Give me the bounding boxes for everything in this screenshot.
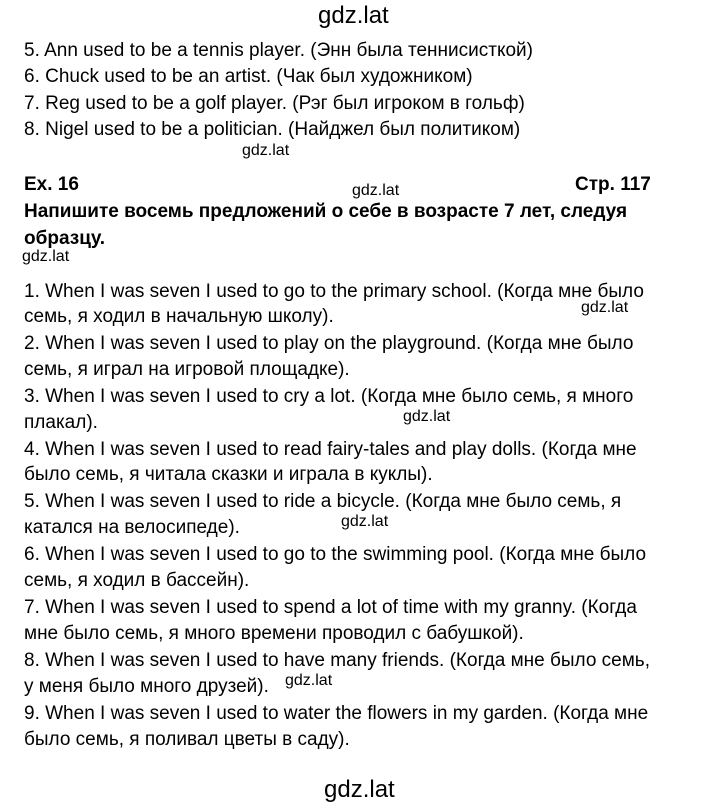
list-item: 8. Nigel used to be a politician. (Найджел был политиком)	[24, 119, 521, 140]
answer-line: катался на велосипеде).	[24, 517, 240, 538]
answer-line: у меня было много друзей).	[24, 676, 269, 697]
page-number: Стр. 117	[575, 174, 651, 195]
answer-line: 3. When I was seven I used to cry a lot. (Когда мне было семь, я много	[24, 386, 634, 407]
watermark-bottom: gdz.lat	[324, 776, 395, 803]
watermark: gdz.lat	[352, 182, 400, 199]
answer-line: 1. When I was seven I used to go to the primary school. (Когда мне было	[24, 281, 644, 302]
answer-line: семь, я ходил в начальную школу).	[24, 306, 334, 327]
answer-line: было семь, я поливал цветы в саду).	[24, 729, 350, 750]
watermark: gdz.lat	[403, 408, 451, 425]
watermark: gdz.lat	[341, 513, 389, 530]
answer-line: семь, я играл на игровой площадке).	[24, 359, 350, 380]
exercise-number: Ex. 16	[24, 174, 79, 195]
watermark-top: gdz.lat	[318, 2, 389, 29]
answer-line: семь, я ходил в бассейн).	[24, 570, 250, 591]
answer-line: 8. When I was seven I used to have many friends. (Когда мне было семь,	[24, 650, 650, 671]
list-item: 5. Ann used to be a tennis player. (Энн была теннисисткой)	[24, 40, 533, 61]
answer-line: мне было семь, я много времени проводил с бабушкой).	[24, 623, 524, 644]
list-item: 6. Chuck used to be an artist. (Чак был художником)	[24, 66, 473, 87]
task-text: образцу.	[24, 228, 106, 249]
list-item: 7. Reg used to be a golf player. (Рэг был игроком в гольф)	[24, 93, 525, 114]
answer-line: 2. When I was seven I used to play on the playground. (Когда мне было	[24, 333, 634, 354]
answer-line: было семь, я читала сказки и играла в куклы).	[24, 464, 433, 485]
answer-line: 5. When I was seven I used to ride a bicycle. (Когда мне было семь, я	[24, 491, 622, 512]
task-text: Напишите восемь предложений о себе в возрасте 7 лет, следуя	[24, 201, 628, 222]
answer-line: 9. When I was seven I used to water the flowers in my garden. (Когда мне	[24, 703, 649, 724]
answer-line: плакал).	[24, 412, 98, 433]
watermark: gdz.lat	[581, 299, 629, 316]
watermark: gdz.lat	[285, 672, 333, 689]
answer-line: 6. When I was seven I used to go to the swimming pool. (Когда мне было	[24, 544, 647, 565]
watermark: gdz.lat	[22, 248, 70, 265]
answer-line: 4. When I was seven I used to read fairy-tales and play dolls. (Когда мне	[24, 439, 637, 460]
answer-line: 7. When I was seven I used to spend a lot of time with my granny. (Когда	[24, 597, 637, 618]
watermark: gdz.lat	[242, 142, 290, 159]
